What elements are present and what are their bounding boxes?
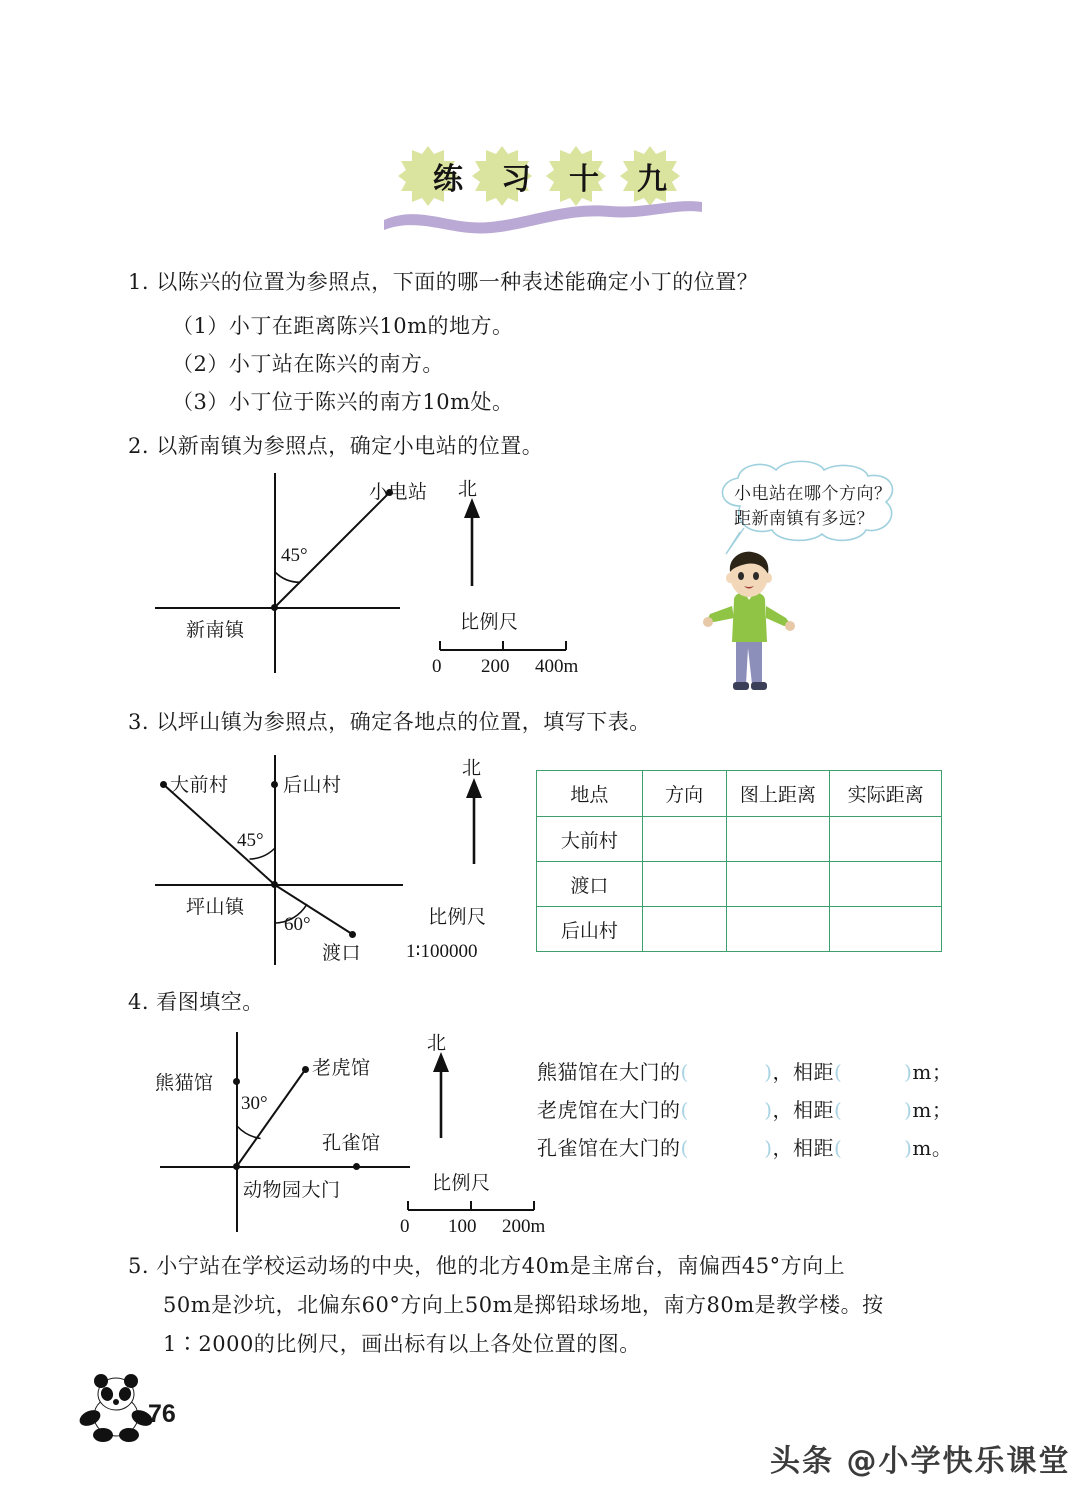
q4-blank-unit-3: m。 [912,1136,953,1160]
table-cell-realdist-1[interactable] [830,817,942,862]
q2-number: 2. [128,434,150,458]
q4-angle-label: 30° [241,1093,268,1114]
q4-origin-dot [233,1163,240,1170]
q4-blank-mid-2: ，相距 [772,1098,835,1122]
q3-angle-label-1: 45° [237,830,264,851]
q4-north-arrow-icon [424,1052,458,1140]
q5-stem [128,1256,845,1277]
q4-origin-label: 动物园大门 [243,1179,341,1201]
q4-blank-mid-3: ，相距 [772,1136,835,1160]
bubble-line-1: 小电站在哪个方向？ [734,484,892,504]
q4-stem [128,992,264,1013]
q2-north-label: 北 [458,478,478,500]
bubble-line-2: 距新南镇有多远？ [734,508,874,529]
q3-north-label: 北 [462,757,482,779]
q4-blank-direction-2[interactable]: ( ) [680,1098,773,1122]
table-cell-place-1: 大前村 [537,817,643,862]
q4-scale-tick-1: 100 [448,1216,477,1237]
table-row [537,907,942,952]
q3-number: 3. [128,710,150,734]
q3-dukou-dot [349,931,356,938]
table-cell-mapdist-1[interactable] [726,817,830,862]
q4-blank-direction-1[interactable]: ( ) [680,1060,773,1084]
q4-north-label: 北 [427,1032,447,1054]
q3-stem [128,712,651,733]
table-cell-realdist-3[interactable] [830,907,942,952]
q4-blank-subject-1: 熊猫馆在大门的 [537,1060,681,1084]
table-header-row [537,771,942,817]
table-cell-direction-3[interactable] [642,907,726,952]
q1-number: 1. [128,270,150,294]
q2-origin-label: 新南镇 [186,619,245,641]
q4-blank-distance-2[interactable]: ( ) [834,1098,913,1122]
table-cell-mapdist-3[interactable] [726,907,830,952]
table-row [537,862,942,907]
q1-text: 以陈兴的位置为参照点，下面的哪一种表述能确定小丁的位置？ [156,270,759,294]
table-header-cell-1: 地点 [537,771,643,817]
q4-peacock-dot [353,1163,360,1170]
page-title-banner [390,140,710,240]
q4-blank-unit-2: m； [912,1098,953,1122]
q2-scale-title: 比例尺 [460,611,519,633]
q4-blank-line-3 [537,1132,952,1161]
q4-scale-tick-2: 200m [502,1216,546,1237]
q2-stem [128,436,543,457]
table-cell-mapdist-2[interactable] [726,862,830,907]
q4-scale-title: 比例尺 [432,1172,491,1194]
table-cell-realdist-2[interactable] [830,862,942,907]
q3-text: 以坪山镇为参照点，确定各地点的位置，填写下表。 [156,710,651,734]
q2-point-label: 小电站 [369,481,428,503]
q4-panda-dot [233,1078,240,1085]
q2-scale-tick-1: 200 [481,656,510,677]
q3-scale-ratio: 1∶100000 [406,941,478,962]
q4-point-label-panda: 熊猫馆 [155,1072,214,1094]
q5-line-2: 50m是沙坑，北偏东60°方向上50m是掷铅球场地，南方80m是教学楼。按 [163,1293,884,1317]
boy-character-illustration [700,548,800,696]
speech-bubble-text [734,482,944,531]
table-cell-direction-2[interactable] [642,862,726,907]
q4-point-label-tiger: 老虎馆 [312,1057,371,1079]
q4-blank-direction-3[interactable]: ( ) [680,1136,773,1160]
title-char-1: 练 [433,162,463,197]
q4-scale-tick-0: 0 [400,1216,410,1237]
q3-point-label-1: 大前村 [170,774,229,796]
q2-text: 以新南镇为参照点，确定小电站的位置。 [156,434,544,458]
q4-ray-and-arc [155,1025,435,1240]
q2-origin-dot [271,604,278,611]
title-char-2: 习 [501,162,531,197]
q2-north-arrow-icon [455,498,489,588]
q4-blank-subject-2: 老虎馆在大门的 [537,1098,681,1122]
q4-blank-subject-3: 孔雀馆在大门的 [537,1136,681,1160]
q4-text: 看图填空。 [156,990,264,1014]
table-header-cell-4: 实际距离 [830,771,942,817]
q2-scale-tick-0: 0 [432,656,442,677]
q2-scale-tick-2: 400m [535,656,579,677]
table-cell-place-3: 后山村 [537,907,643,952]
q4-scale-bar [404,1200,564,1216]
q2-angle-label: 45° [281,545,308,566]
q4-blank-distance-3[interactable]: ( ) [834,1136,913,1160]
q2-scale-bar [436,640,586,656]
q3-table [536,770,942,952]
q4-blank-mid-1: ，相距 [772,1060,835,1084]
q4-point-label-peacock: 孔雀馆 [322,1132,381,1154]
q3-daqiancun-dot [160,781,167,788]
q1-option-1: （1）小丁在距离陈兴10m的地方。 [172,314,514,338]
q3-origin-dot [271,881,278,888]
q4-blank-line-1 [537,1056,952,1085]
title-char-3: 十 [569,162,599,197]
table-cell-direction-1[interactable] [642,817,726,862]
page-number: 76 [148,1400,176,1428]
table-cell-place-2: 渡口 [537,862,643,907]
q4-blank-distance-1[interactable]: ( ) [834,1060,913,1084]
q3-scale-title: 比例尺 [428,906,487,928]
q4-tiger-dot [302,1066,309,1073]
q1-stem [128,272,758,293]
q4-blank-line-2 [537,1094,952,1123]
q5-line-1: 小宁站在学校运动场的中央，他的北方40m是主席台，南偏西45°方向上 [156,1254,846,1278]
q3-north-arrow-icon [457,778,491,866]
q3-origin-label: 坪山镇 [186,896,245,918]
table-row [537,817,942,862]
q5-line-3: 1∶2000的比例尺，画出标有以上各处位置的图。 [163,1332,641,1356]
panda-icon [72,1372,160,1444]
watermark-text: 头条 @小学快乐课堂 [770,1444,1071,1479]
q4-blank-unit-1: m； [912,1060,953,1084]
table-header-cell-2: 方向 [642,771,726,817]
q4-number: 4. [128,990,150,1014]
title-char-4: 九 [637,162,667,197]
table-header-cell-3: 图上距离 [726,771,830,817]
q3-point-label-2: 后山村 [283,774,342,796]
q2-speech-bubble [700,462,960,562]
title-wave-decoration [380,196,710,234]
q1-option-3: （3）小丁位于陈兴的南方10m处。 [172,390,514,414]
q3-houshancun-dot [271,781,278,788]
q3-angle-label-2: 60° [284,914,311,935]
q3-point-label-3: 渡口 [322,942,362,964]
q5-number: 5. [128,1254,150,1278]
q1-option-2: （2）小丁站在陈兴的南方。 [172,352,444,376]
